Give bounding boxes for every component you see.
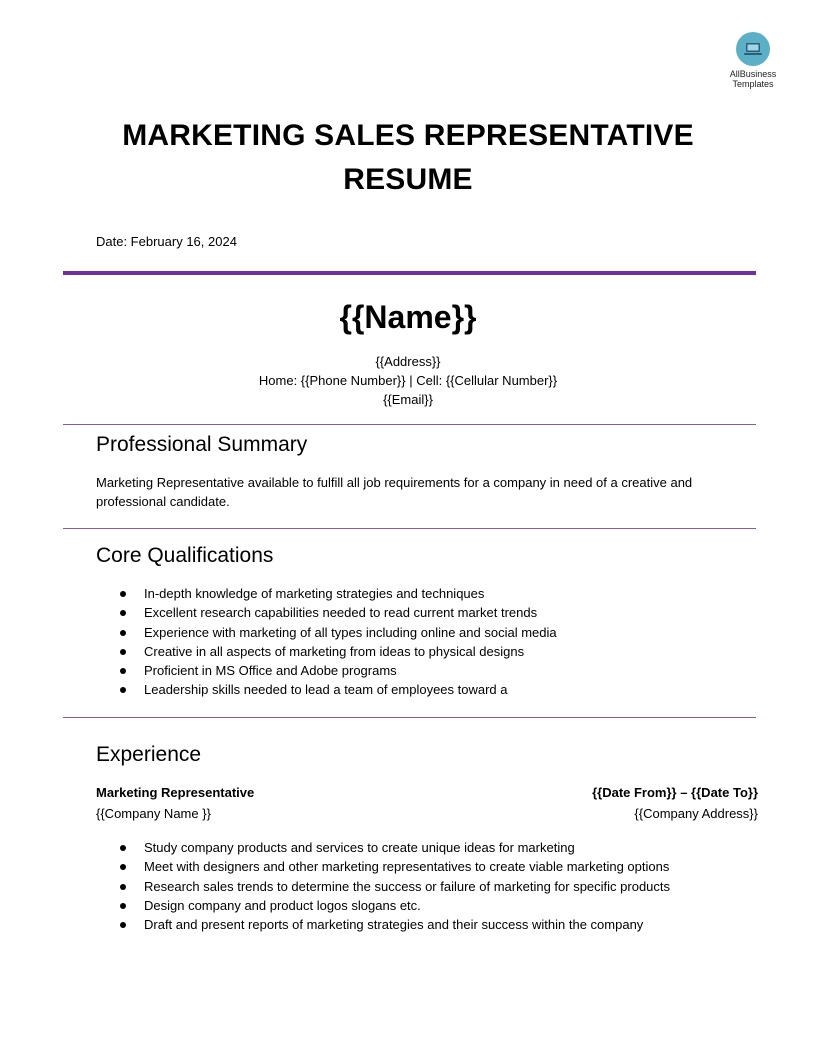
- title-line2: RESUME: [343, 163, 473, 196]
- title-line1: MARKETING SALES REPRESENTATIVE: [122, 119, 694, 152]
- laptop-icon: [736, 32, 770, 66]
- section-divider: [63, 528, 756, 529]
- list-item: Meet with designers and other marketing representatives to create viable marketing options: [96, 857, 670, 876]
- list-item: Draft and present reports of marketing strategies and their success within the company: [96, 915, 670, 934]
- logo-text-line1: AllBusiness: [729, 69, 777, 79]
- job-dates: {{Date From}} – {{Date To}}: [592, 785, 758, 800]
- company-address: {{Company Address}}: [634, 806, 758, 821]
- section-divider: [63, 424, 756, 425]
- list-item: Excellent research capabilities needed to read current market trends: [96, 603, 557, 622]
- list-item: Design company and product logos slogans etc.: [96, 896, 670, 915]
- allbusiness-templates-logo[interactable]: [720, 32, 786, 89]
- summary-line: Marketing Representative available to fulfill all job requirements for a company in need of a creative and: [96, 475, 693, 490]
- summary-text: [96, 473, 726, 511]
- job-title: Marketing Representative: [96, 785, 255, 800]
- job-title-row: [96, 783, 758, 803]
- list-item: Creative in all aspects of marketing from ideas to physical designs: [96, 642, 557, 661]
- list-item: Leadership skills needed to lead a team of employees toward a: [96, 680, 557, 699]
- company-row: [96, 804, 758, 824]
- document-title: [100, 114, 716, 202]
- contact-block: [0, 352, 816, 409]
- summary-line: professional candidate.: [96, 494, 230, 509]
- phone-text: Home: {{Phone Number}} | Cell: {{Cellular Number}}: [258, 373, 558, 388]
- candidate-name: {{Name}}: [339, 299, 477, 335]
- summary-heading: Professional Summary: [96, 433, 308, 456]
- qualifications-list: [96, 584, 557, 700]
- logo-text-line2: Templates: [732, 79, 774, 89]
- list-item: In-depth knowledge of marketing strategies and techniques: [96, 584, 557, 603]
- header-divider: [63, 271, 756, 275]
- address-text: {{Address}}: [375, 354, 441, 369]
- duties-list: [96, 838, 670, 934]
- document-date: Date: February 16, 2024: [96, 234, 237, 249]
- list-item: Experience with marketing of all types including online and social media: [96, 623, 557, 642]
- list-item: Study company products and services to create unique ideas for marketing: [96, 838, 670, 857]
- company-name: {{Company Name }}: [96, 806, 211, 821]
- section-divider: [63, 717, 756, 718]
- qualifications-heading: Core Qualifications: [96, 544, 274, 567]
- list-item: Proficient in MS Office and Adobe programs: [96, 661, 557, 680]
- list-item: Research sales trends to determine the success or failure of marketing for specific products: [96, 877, 670, 896]
- email-text: {{Email}}: [383, 392, 433, 407]
- experience-heading: Experience: [96, 743, 202, 766]
